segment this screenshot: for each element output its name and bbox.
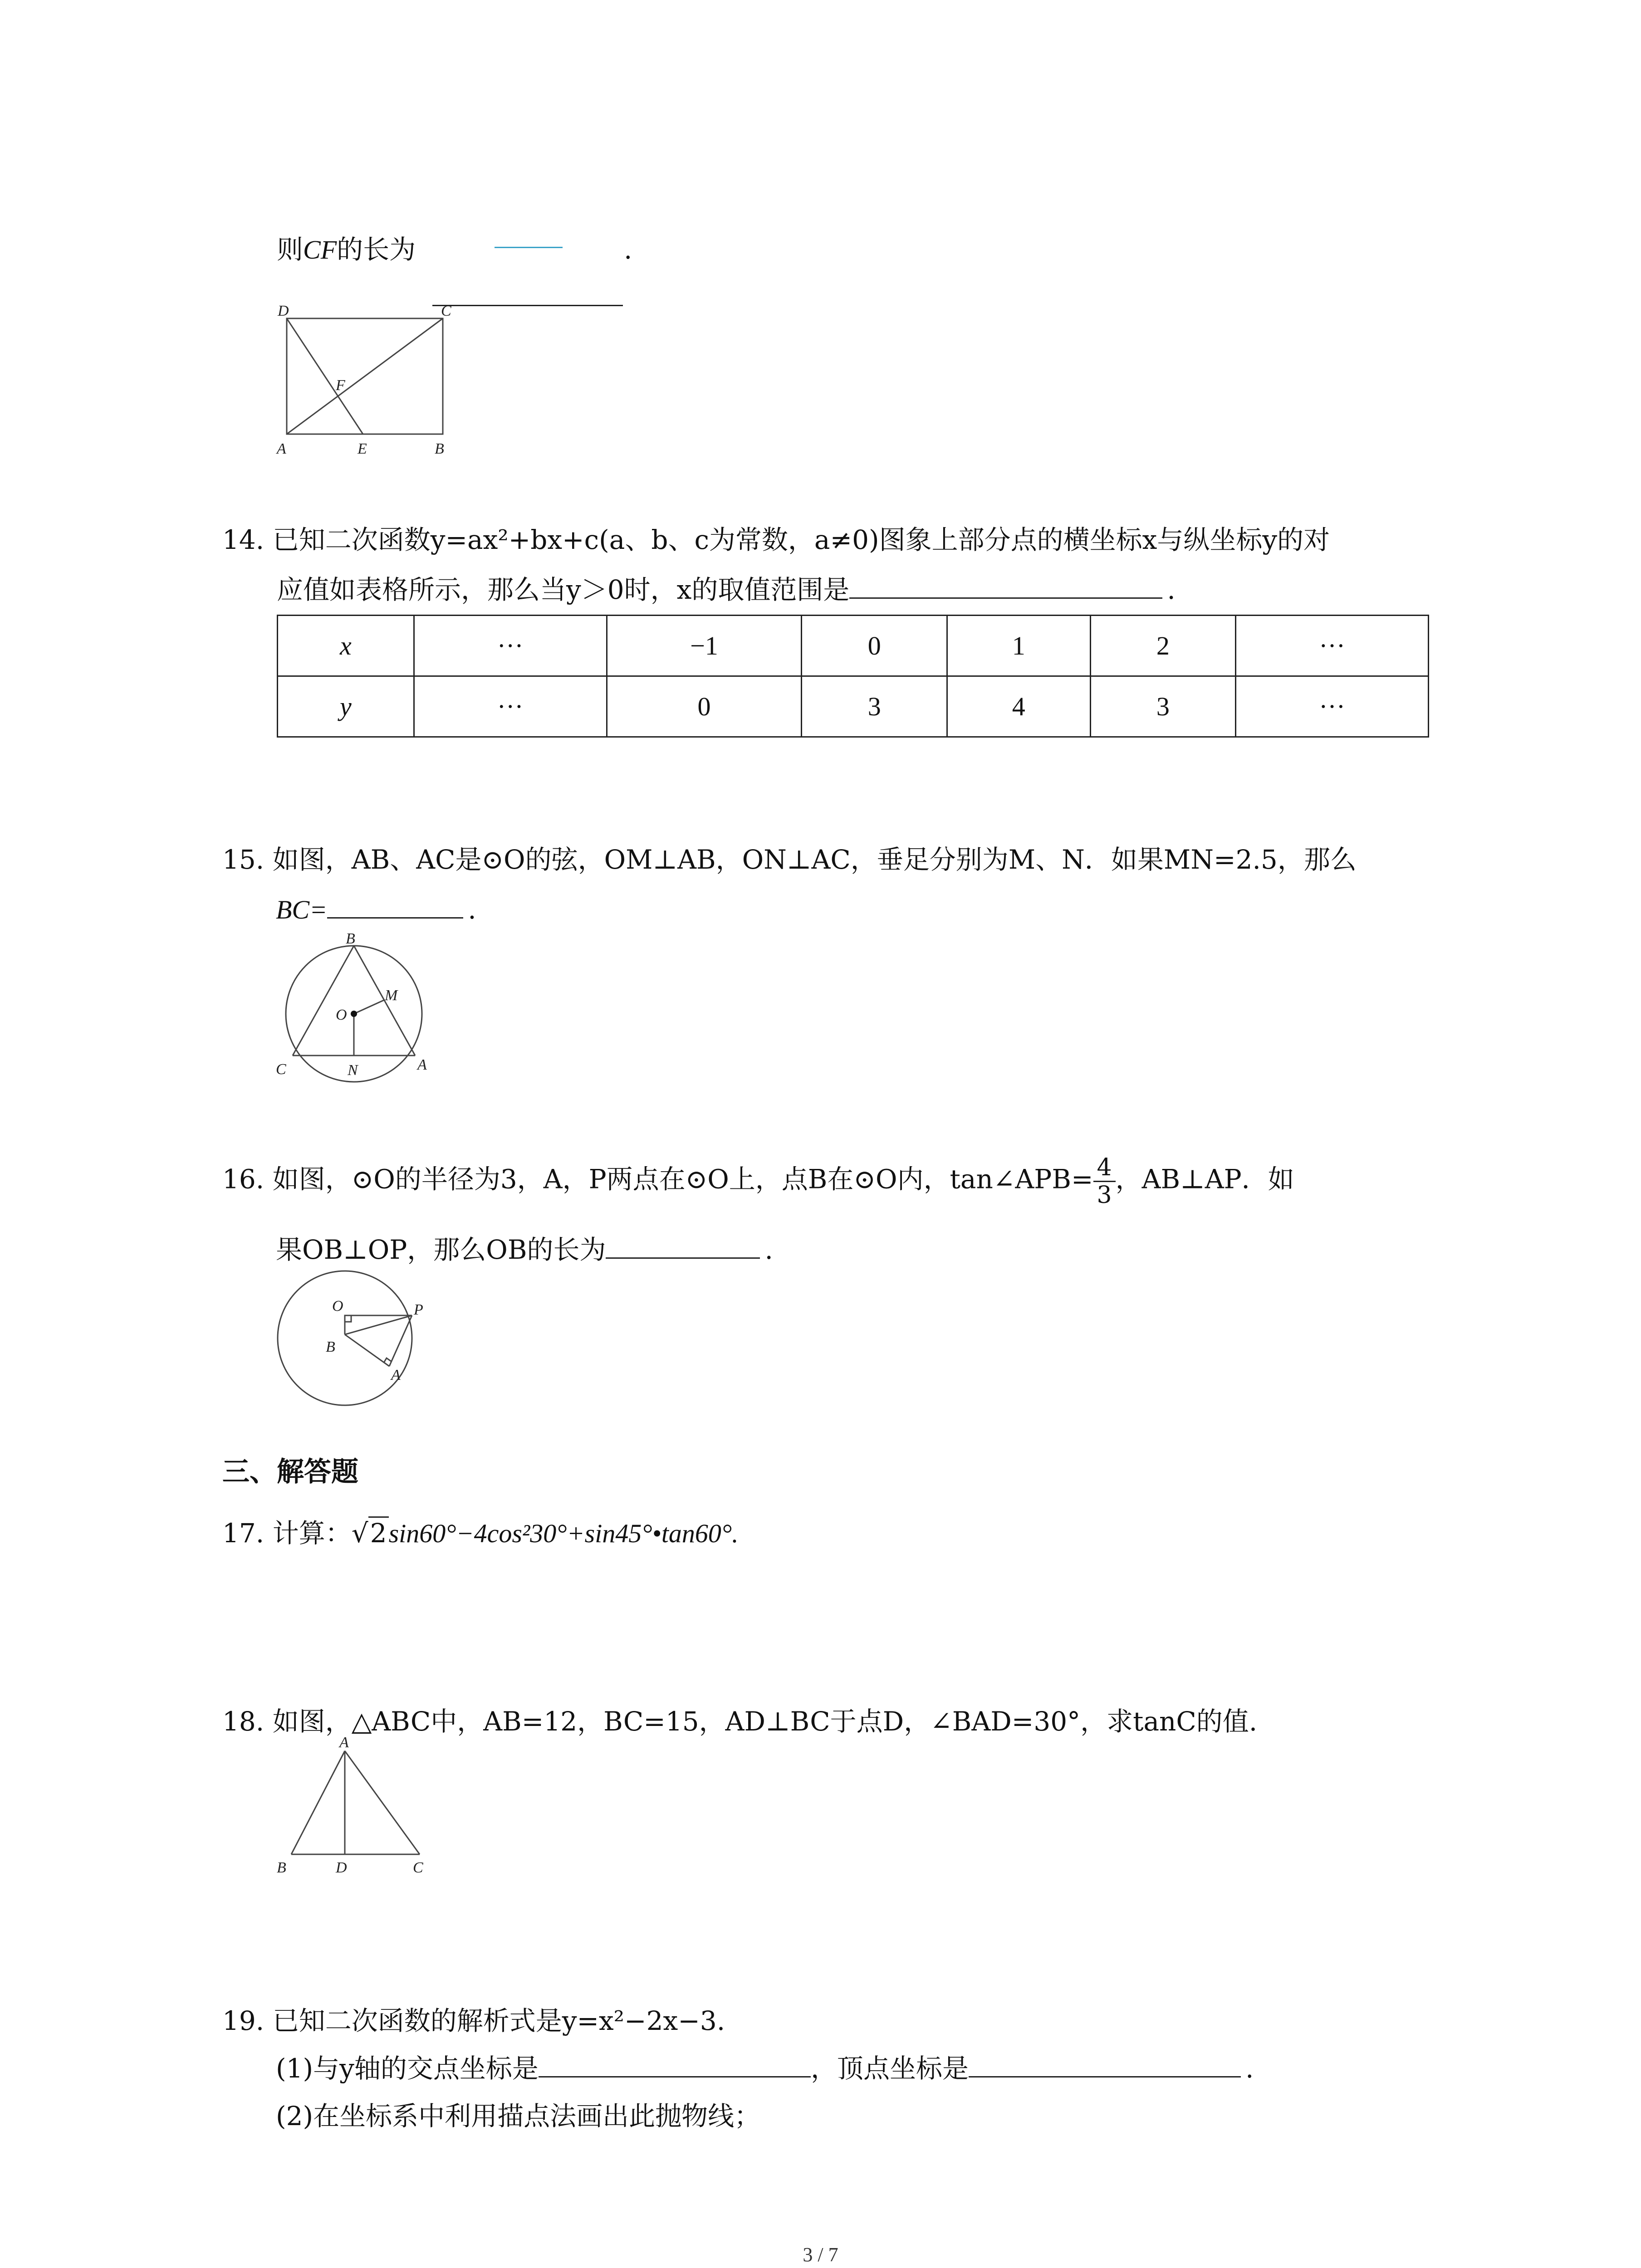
q13-rectangle-figure <box>272 299 463 472</box>
label-b: B <box>346 930 355 947</box>
q16-circle-figure <box>268 1261 431 1411</box>
label-a: A <box>277 440 286 457</box>
table-cell: ··· <box>414 676 607 737</box>
table-row <box>278 676 1429 737</box>
label-c: C <box>413 1859 423 1876</box>
label-n: N <box>348 1062 358 1079</box>
table-cell: 0 <box>607 676 802 737</box>
q13-text: 则CF的长为 <box>277 234 416 265</box>
q15-answer-blank[interactable] <box>327 899 463 919</box>
q16-line2: 果OB⊥OP，那么OB的长为 . <box>276 1234 773 1265</box>
label-b: B <box>435 440 444 457</box>
table-cell: 4 <box>947 676 1090 737</box>
right-angle-mark-a <box>384 1358 391 1363</box>
table-cell: 2 <box>1090 616 1236 676</box>
table-cell: x <box>278 616 414 676</box>
label-m: M <box>385 987 398 1004</box>
label-f: F <box>336 377 345 394</box>
label-o: O <box>336 1007 347 1023</box>
q19-part1: (1)与y轴的交点坐标是 ，顶点坐标是 . <box>276 2053 1254 2084</box>
table-cell: ··· <box>1236 676 1429 737</box>
label-d: D <box>336 1859 347 1876</box>
label-c: C <box>441 303 451 319</box>
label-p: P <box>414 1301 423 1318</box>
q19-intercept-blank[interactable] <box>539 2058 811 2077</box>
q13-answer-mark <box>495 247 563 248</box>
q18-number: 18. <box>222 1706 265 1737</box>
table-cell: 3 <box>1090 676 1236 737</box>
q16-line1: 16. 如图，⊙O的半径为3，A，P两点在⊙O上，点B在⊙O内，tan∠APB= $\frac{4}{3}$ ，AB⊥AP．如 <box>222 1154 1294 1209</box>
table-cell: 3 <box>802 676 947 737</box>
q15-line2: BC= . <box>276 894 476 925</box>
diagonal-ac <box>287 318 443 434</box>
side-ac <box>345 1751 420 1854</box>
q15-line1: 15. 如图，AB、AC是⊙O的弦，OM⊥AB，ON⊥AC，垂足分别为M、N．如果MN=2.5，那么 <box>222 844 1357 875</box>
label-c: C <box>276 1061 286 1078</box>
q16-fraction: $\frac{4}{3}$ <box>1093 1154 1116 1208</box>
table-row <box>278 616 1429 676</box>
q14-answer-blank[interactable] <box>849 579 1162 599</box>
q17-line: 17. 计算：√2sin60°−4cos²30°+sin45°•tan60°. <box>222 1515 739 1552</box>
label-a: A <box>339 1734 349 1751</box>
label-e: E <box>358 440 367 457</box>
q14-line1: 14. 已知二次函数y=ax²+bx+c(a、b、c为常数，a≠0)图象上部分点的横坐标x与纵坐标y的对 <box>222 524 1330 555</box>
label-b: B <box>326 1339 335 1355</box>
q19-vertex-blank[interactable] <box>969 2058 1241 2077</box>
q14-value-table <box>277 615 1429 738</box>
q19-part2: (2)在坐标系中利用描点法画出此抛物线； <box>276 2101 761 2131</box>
q18-triangle-figure <box>268 1733 449 1878</box>
table-cell: ··· <box>414 616 607 676</box>
label-o: O <box>332 1298 343 1315</box>
segment-bp <box>345 1315 412 1334</box>
right-angle-mark-o <box>345 1315 351 1322</box>
label-d: D <box>278 303 289 319</box>
table-cell: 0 <box>802 616 947 676</box>
segment-om <box>354 1000 384 1014</box>
q19-line1: 19. 已知二次函数的解析式是y=x²−2x−3. <box>222 2005 725 2036</box>
section-title: 三、解答题 <box>222 1456 358 1488</box>
q17-number: 17. <box>222 1518 265 1549</box>
table-cell: 1 <box>947 616 1090 676</box>
q15-circle-figure <box>268 930 449 1089</box>
label-a: A <box>391 1367 401 1383</box>
chord-bc <box>293 946 354 1056</box>
q15-number: 15. <box>222 844 265 875</box>
q19-number: 19. <box>222 2005 265 2036</box>
sqrt-symbol: √2 <box>352 1515 389 1551</box>
q16-number: 16. <box>222 1163 265 1195</box>
table-cell: y <box>278 676 414 737</box>
q18-line: 18. 如图，△ABC中，AB=12，BC=15，AD⊥BC于点D，∠BAD=30°，求tanC的值. <box>222 1706 1258 1737</box>
segment-ba <box>345 1334 389 1366</box>
table-cell: −1 <box>607 616 802 676</box>
table-cell: ··· <box>1236 616 1429 676</box>
label-a: A <box>417 1056 427 1073</box>
q13-end: . <box>624 234 632 265</box>
q14-line2: 应值如表格所示，那么当y＞0时，x的取值范围是 . <box>277 574 1176 605</box>
label-b: B <box>277 1859 286 1876</box>
page-number: 3 / 7 <box>803 2244 838 2266</box>
segment-de <box>287 318 363 434</box>
q14-number: 14. <box>222 524 265 555</box>
side-ab <box>291 1751 345 1854</box>
circle-o <box>278 1271 412 1405</box>
center-point <box>351 1011 357 1017</box>
q16-answer-blank[interactable] <box>606 1239 760 1259</box>
